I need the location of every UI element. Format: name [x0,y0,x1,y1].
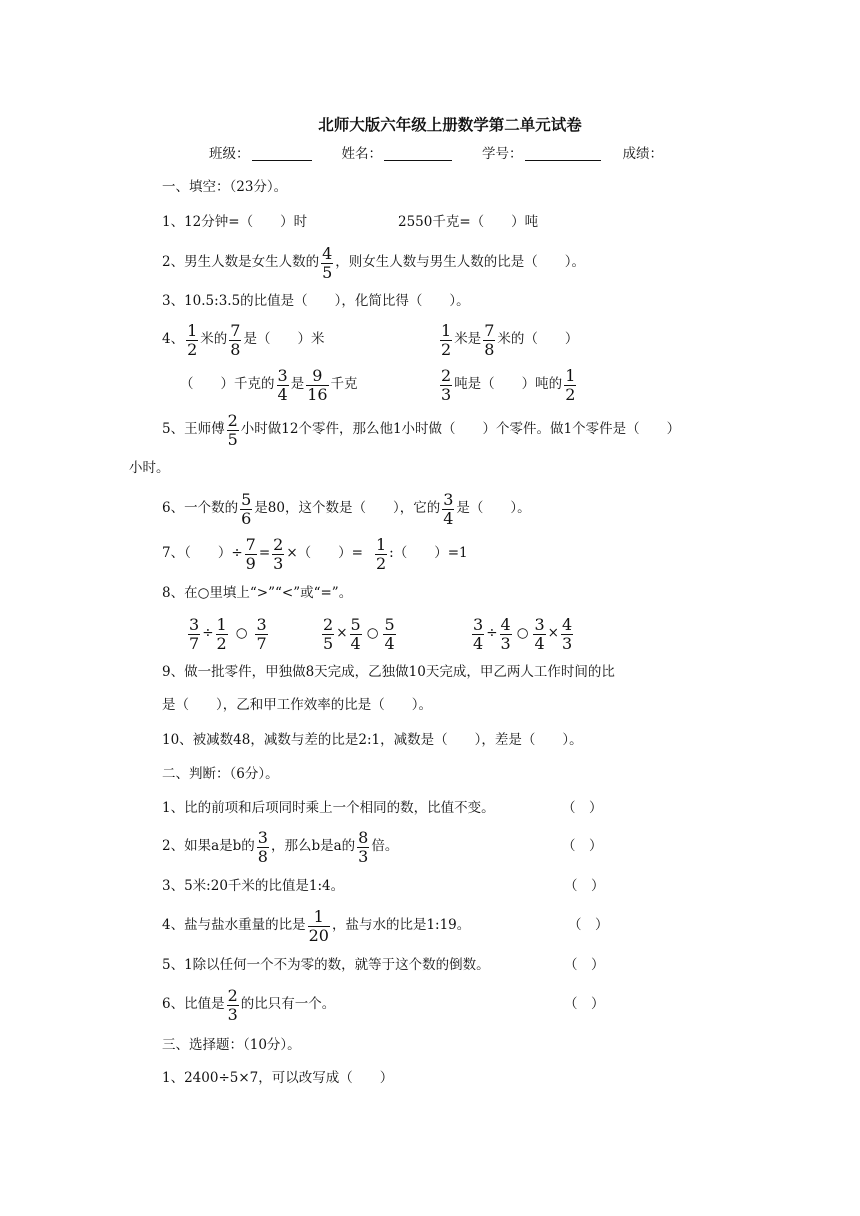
fraction-four-thirds: $\frac{4}{3}$ [561,615,573,653]
judgement-6-answer[interactable]: （ ） [564,996,605,1012]
question-6-end: 是（ ）。 [456,500,531,517]
question-4a-text: 米的 [200,331,228,348]
judgement-2-end: 倍。 [371,838,399,855]
question-5-text: 5、王师傅 [162,421,225,438]
question-8c [470,614,575,654]
question-4d-text: 吨是（ ）吨的 [454,376,563,393]
question-4c-mid: 是 [290,376,305,393]
question-9-continued: 是（ ），乙和甲工作效率的比是（ ）。 [162,697,432,713]
fraction-two-fifths: $\frac{2}{5}$ [227,411,238,449]
fraction-half: $\frac{1}{2}$ [565,366,576,404]
question-1b: 2550千克=（ ）吨 [398,214,539,230]
question-8: 8、在○里填上“>”“<”或“=”。 [162,585,353,601]
fraction-two-fifths: $\frac{2}{5}$ [323,615,334,653]
fraction-four-fifths: $\frac{4}{5}$ [322,244,333,282]
divide-sign: ÷ [202,625,214,642]
judgement-4-text: 4、盐与盐水重量的比是 [162,917,306,934]
class-label: 班级： [209,146,250,162]
fraction-seven-eighths: $\frac{7}{8}$ [484,321,495,359]
multiply-sign: × [336,625,348,642]
question-2 [162,243,585,283]
question-6 [162,489,531,529]
question-4-number: 4、 [162,331,185,348]
judgement-1: 1、比的前项和后项同时乘上一个相同的数，比值不变。 [162,800,495,816]
question-4b [438,320,578,360]
question-6-text: 6、一个数的 [162,500,239,517]
fraction-half: $\frac{1}{2}$ [187,321,198,359]
question-4c [180,365,358,405]
section1-heading: 一、填空：（23分）。 [162,179,288,195]
fraction-three-eighths: $\frac{3}{8}$ [257,828,268,866]
question-5-continued: 小时。 [129,460,170,476]
fraction-half: $\frac{1}{2}$ [375,535,387,573]
question-7 [162,534,468,574]
question-3: 3、10.5:3.5的比值是（ ），化简比得（ ）。 [162,293,470,309]
judgement-5-answer[interactable]: （ ） [564,957,605,973]
id-label: 学号： [482,146,523,162]
section3-heading: 三、选择题：（10分）。 [162,1037,301,1053]
question-4c-text: （ ）千克的 [180,376,275,393]
section2-heading: 二、判断：（6分）。 [162,766,279,782]
judgement-4 [162,906,470,946]
divide-sign: ÷ [486,625,498,642]
question-4b-text: 米是 [454,331,482,348]
multiply-sign: × [547,625,559,642]
question-7-end: :（ ）=1 [389,545,468,562]
fraction-two-thirds: $\frac{2}{3}$ [273,535,284,573]
fraction-eight-thirds: $\frac{8}{3}$ [358,828,369,866]
judgement-5: 5、1除以任何一个不为零的数，就等于这个数的倒数。 [162,957,490,973]
fraction-five-fourths: $\frac{5}{4}$ [350,615,361,653]
fraction-half: $\frac{1}{2}$ [441,321,452,359]
judgement-2-text: 2、如果a是b的 [162,838,255,855]
fraction-nine-sixteenths: $\frac{9}{16}$ [307,366,328,404]
equals-sign: = [258,545,271,562]
class-field[interactable] [252,148,312,161]
judgement-4-end: ，盐与水的比是1:19。 [331,917,471,934]
fraction-three-sevenths: $\frac{3}{7}$ [256,615,267,653]
score-label: 成绩： [622,146,663,162]
question-5-text-end: 小时做12个零件，那么他1小时做（ ）个零件。做1个零件是（ ） [240,421,681,438]
name-field[interactable] [384,148,452,161]
question-6-mid: 是80，这个数是（ ），它的 [254,500,441,517]
id-field[interactable] [525,148,601,161]
question-4a [162,320,324,360]
fraction-three-quarters: $\frac{3}{4}$ [534,615,545,653]
question-2-text-end: ，则女生人数与男生人数的比是（ ）。 [335,254,586,271]
question-7-mid: ×（ ）= [286,545,363,562]
fraction-two-thirds: $\frac{2}{3}$ [227,986,238,1024]
judgement-2-answer[interactable]: （ ） [562,838,603,854]
question-4c-end: 千克 [330,376,358,393]
fraction-three-quarters: $\frac{3}{4}$ [443,490,454,528]
judgement-3: 3、5米:20千米的比值是1:4。 [162,878,345,894]
judgement-1-answer[interactable]: （ ） [562,800,603,816]
compare-circle[interactable]: ○ [516,625,529,642]
fraction-one-twentieth: $\frac{1}{20}$ [308,907,329,945]
judgement-6 [162,985,335,1025]
fraction-four-thirds: $\frac{4}{3}$ [500,615,511,653]
question-4a-end: 是（ ）米 [243,331,325,348]
question-9: 9、做一批零件，甲独做8天完成，乙独做10天完成，甲乙两人工作时间的比 [162,664,615,680]
question-4b-end: 米的（ ） [497,331,579,348]
fraction-five-sixths: $\frac{5}{6}$ [241,490,252,528]
fraction-half: $\frac{1}{2}$ [216,615,227,653]
fraction-three-quarters: $\frac{3}{4}$ [473,615,484,653]
header-row [209,148,663,162]
judgement-2-mid: ，那么b是a的 [270,838,356,855]
choice-1: 1、2400÷5×7，可以改写成（ ） [162,1070,394,1086]
question-10: 10、被减数48，减数与差的比是2:1，减数是（ ），差是（ ）。 [162,732,583,748]
judgement-6-end: 的比只有一个。 [240,996,336,1013]
question-7-text: 7、（ ）÷ [162,545,243,562]
question-5 [162,410,680,450]
judgement-2 [162,827,398,867]
page-title: 北师大版六年级上册数学第二单元试卷 [318,115,582,134]
fraction-seven-eighths: $\frac{7}{8}$ [230,321,241,359]
fraction-two-thirds: $\frac{2}{3}$ [441,366,452,404]
compare-circle[interactable]: ○ [235,625,248,642]
judgement-6-text: 6、比值是 [162,996,225,1013]
fraction-five-fourths: $\frac{5}{4}$ [384,615,395,653]
question-1a: 1、12分钟=（ ）时 [162,214,308,230]
question-8a [186,614,270,654]
judgement-4-answer[interactable]: （ ） [568,917,609,933]
question-2-text: 2、男生人数是女生人数的 [162,254,320,271]
question-4d [438,365,578,405]
fraction-three-sevenths: $\frac{3}{7}$ [189,615,200,653]
name-label: 姓名： [341,146,382,162]
fraction-seven-ninths: $\frac{7}{9}$ [245,535,256,573]
question-8b [320,614,398,654]
judgement-3-answer[interactable]: （ ） [564,878,605,894]
compare-circle[interactable]: ○ [366,625,379,642]
fraction-three-quarters: $\frac{3}{4}$ [277,366,288,404]
